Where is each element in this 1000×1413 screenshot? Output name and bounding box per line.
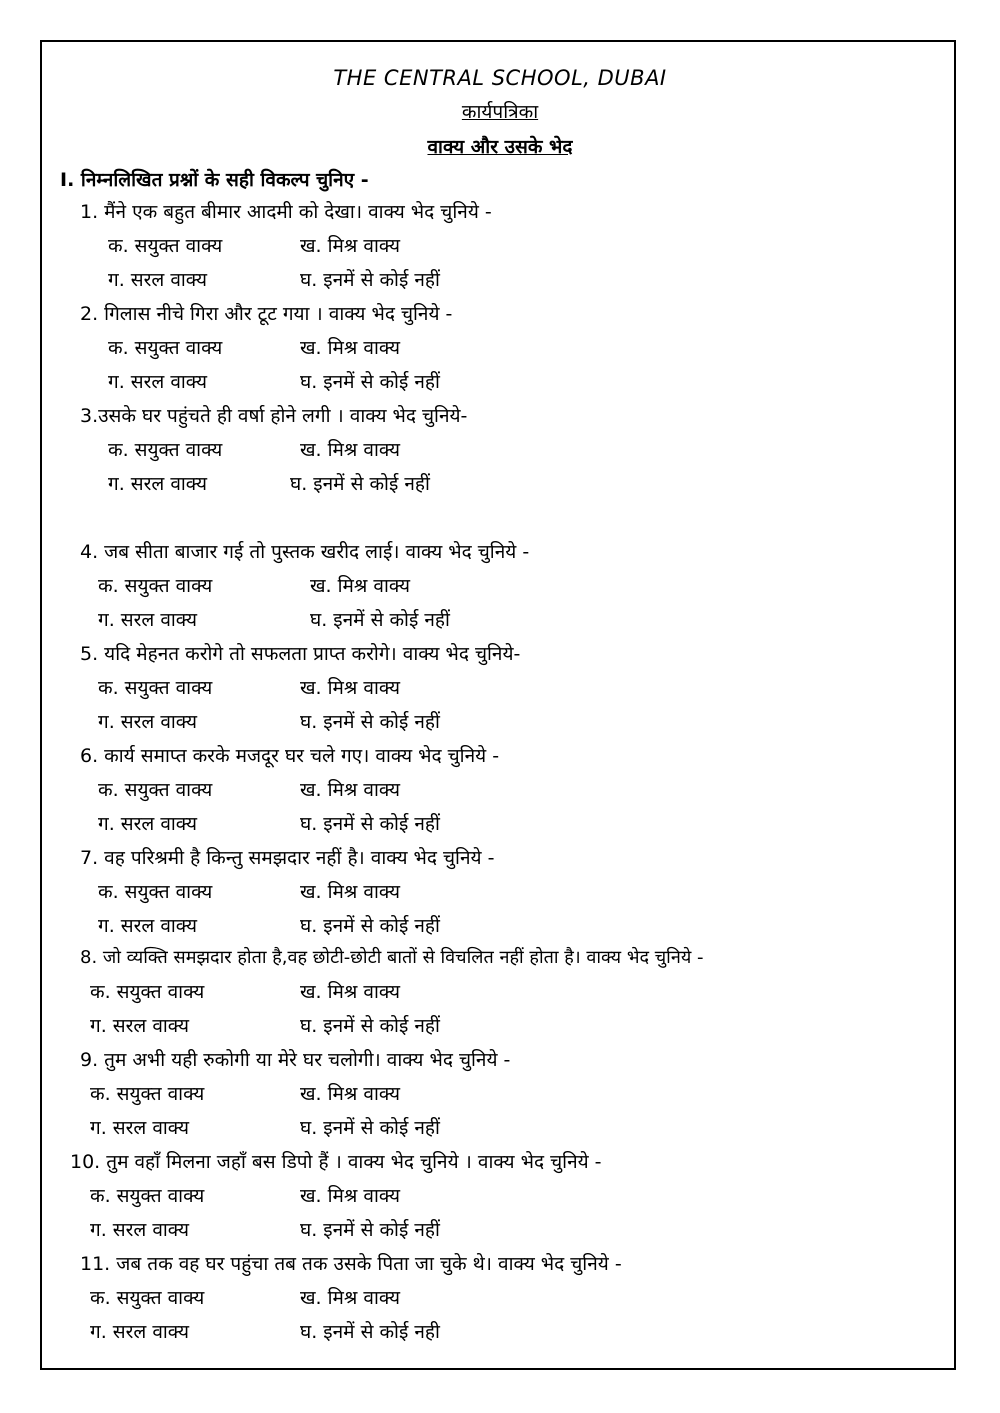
q10-option-kha[interactable]: ख. मिश्र वाक्य (300, 1185, 401, 1207)
q4-option-ga[interactable]: ग. सरल वाक्य (98, 609, 197, 631)
q5-option-kha[interactable]: ख. मिश्र वाक्य (300, 677, 401, 699)
question-11: 11. जब तक वह घर पहुंचा तब तक उसके पिता जा चुके थे। वाक्य भेद चुनिये - (80, 1253, 622, 1275)
question-5: 5. यदि मेहनत करोगे तो सफलता प्राप्त करोगे। वाक्य भेद चुनिये- (80, 643, 521, 665)
q2-option-ka[interactable]: क. सयुक्त वाक्य (108, 337, 223, 359)
q9-option-kha[interactable]: ख. मिश्र वाक्य (300, 1083, 401, 1105)
question-7: 7. वह परिश्रमी है किन्तु समझदार नहीं है। वाक्य भेद चुनिये - (80, 847, 495, 869)
q5-option-gha[interactable]: घ. इनमें से कोई नहीं (300, 711, 440, 733)
q7-option-ga[interactable]: ग. सरल वाक्य (98, 915, 197, 937)
q7-option-kha[interactable]: ख. मिश्र वाक्य (300, 881, 401, 903)
question-9: 9. तुम अभी यही रुकोगी या मेरे घर चलोगी। वाक्य भेद चुनिये - (80, 1049, 511, 1071)
school-title: THE CENTRAL SCHOOL, DUBAI (333, 66, 667, 90)
q5-option-ga[interactable]: ग. सरल वाक्य (98, 711, 197, 733)
q2-option-kha[interactable]: ख. मिश्र वाक्य (300, 337, 401, 359)
q6-option-ga[interactable]: ग. सरल वाक्य (98, 813, 197, 835)
q3-option-gha[interactable]: घ. इनमें से कोई नहीं (290, 473, 430, 495)
q11-option-gha[interactable]: घ. इनमें से कोई नही (300, 1321, 440, 1343)
q4-option-ka[interactable]: क. सयुक्त वाक्य (98, 575, 213, 597)
q9-option-ka[interactable]: क. सयुक्त वाक्य (90, 1083, 205, 1105)
q8-option-kha[interactable]: ख. मिश्र वाक्य (300, 981, 401, 1003)
q1-option-gha[interactable]: घ. इनमें से कोई नहीं (300, 269, 440, 291)
q4-option-gha[interactable]: घ. इनमें से कोई नहीं (310, 609, 450, 631)
question-3: 3.उसके घर पहुंचते ही वर्षा होने लगी । वाक्य भेद चुनिये- (80, 405, 468, 427)
worksheet-title: कार्यपत्रिका (461, 101, 539, 123)
q9-option-ga[interactable]: ग. सरल वाक्य (90, 1117, 189, 1139)
q2-option-gha[interactable]: घ. इनमें से कोई नहीं (300, 371, 440, 393)
q1-option-ga[interactable]: ग. सरल वाक्य (108, 269, 207, 291)
q3-option-ga[interactable]: ग. सरल वाक्य (108, 473, 207, 495)
q7-option-gha[interactable]: घ. इनमें से कोई नहीं (300, 915, 440, 937)
q11-option-ga[interactable]: ग. सरल वाक्य (90, 1321, 189, 1343)
q5-option-ka[interactable]: क. सयुक्त वाक्य (98, 677, 213, 699)
q3-option-ka[interactable]: क. सयुक्त वाक्य (108, 439, 223, 461)
question-6: 6. कार्य समाप्त करके मजदूर घर चले गए। वाक्य भेद चुनिये - (80, 745, 500, 767)
q9-option-gha[interactable]: घ. इनमें से कोई नहीं (300, 1117, 440, 1139)
q8-option-ka[interactable]: क. सयुक्त वाक्य (90, 981, 205, 1003)
q6-option-gha[interactable]: घ. इनमें से कोई नहीं (300, 813, 440, 835)
q10-option-gha[interactable]: घ. इनमें से कोई नहीं (300, 1219, 440, 1241)
topic-title: वाक्य और उसके भेद (427, 136, 573, 158)
question-2: 2. गिलास नीचे गिरा और टूट गया । वाक्य भेद चुनिये - (80, 303, 453, 325)
q7-option-ka[interactable]: क. सयुक्त वाक्य (98, 881, 213, 903)
q11-option-kha[interactable]: ख. मिश्र वाक्य (300, 1287, 401, 1309)
q10-option-ga[interactable]: ग. सरल वाक्य (90, 1219, 189, 1241)
q4-option-kha[interactable]: ख. मिश्र वाक्य (310, 575, 411, 597)
q1-option-kha[interactable]: ख. मिश्र वाक्य (300, 235, 401, 257)
q11-option-ka[interactable]: क. सयुक्त वाक्य (90, 1287, 205, 1309)
q8-option-ga[interactable]: ग. सरल वाक्य (90, 1015, 189, 1037)
q3-option-kha[interactable]: ख. मिश्र वाक्य (300, 439, 401, 461)
question-8: 8. जो व्यक्ति समझदार होता है,वह छोटी-छोटी बातों से विचलित नहीं होता है। वाक्य भेद चुनिये - (80, 947, 704, 968)
q8-option-gha[interactable]: घ. इनमें से कोई नहीं (300, 1015, 440, 1037)
question-10: 10. तुम वहाँ मिलना जहाँ बस डिपो हैं । वाक्य भेद चुनिये । वाक्य भेद चुनिये - (70, 1151, 602, 1173)
q2-option-ga[interactable]: ग. सरल वाक्य (108, 371, 207, 393)
question-1: 1. मैंने एक बहुत बीमार आदमी को देखा। वाक्य भेद चुनिये - (80, 201, 492, 223)
q6-option-ka[interactable]: क. सयुक्त वाक्य (98, 779, 213, 801)
question-4: 4. जब सीता बाजार गई तो पुस्तक खरीद लाई। वाक्य भेद चुनिये - (80, 541, 530, 563)
section-heading: I. निम्नलिखित प्रश्नों के सही विकल्प चुनिए - (60, 169, 369, 191)
q1-option-ka[interactable]: क. सयुक्त वाक्य (108, 235, 223, 257)
q10-option-ka[interactable]: क. सयुक्त वाक्य (90, 1185, 205, 1207)
q6-option-kha[interactable]: ख. मिश्र वाक्य (300, 779, 401, 801)
